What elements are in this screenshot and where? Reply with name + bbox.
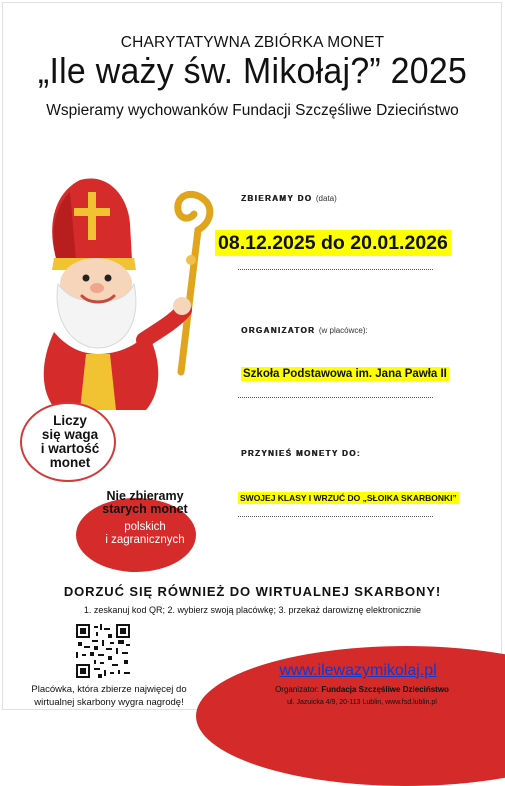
drop-label: PRZYNIEŚ MONETY DO:	[241, 449, 361, 458]
qr-code-icon[interactable]	[76, 624, 130, 678]
page-title: „Ile waży św. Mikołaj?” 2025	[37, 50, 468, 91]
organizer-credit: Organizator: Fundacja Szczęśliwe Dzieciństwo	[275, 685, 449, 694]
organizer-value: Szkoła Podstawowa im. Jana Pawła II	[243, 368, 447, 380]
virtual-cta: DORZUĆ SIĘ RÓWNIEŻ DO WIRTUALNEJ SKARBONY!	[63, 584, 442, 599]
dates-value: 08.12.2025 do 20.01.2026	[215, 230, 451, 256]
old-coins-bold: Nie zbieramy starych monet	[102, 489, 188, 516]
organizer-label: ORGANIZATOR (w placówce):	[241, 326, 368, 335]
prize-note: Placówka, która zbierze najwięcej do wirtualnej skarbony wygra nagrodę!	[31, 684, 187, 708]
dates-label: ZBIERAMY DO (data)	[241, 194, 337, 203]
dates-dotted-line	[238, 268, 433, 270]
website-link[interactable]: www.ilewazymikolaj.pl	[279, 662, 437, 679]
kicker: CHARYTATYWNA ZBIÓRKA MONET	[120, 34, 385, 51]
drop-dotted-line	[238, 515, 433, 517]
weight-bubble	[20, 402, 116, 482]
virtual-steps: 1. zeskanuj kod QR; 2. wybierz swoją placówkę; 3. przekaż darowiznę elektronicznie	[83, 605, 422, 615]
weight-line: i wartość	[40, 441, 100, 456]
weight-line: Liczy	[53, 413, 87, 428]
organizer-address: ul. Jazuicka 4/9, 20-113 Lublin, www.fsd.lublin.pl	[287, 699, 437, 706]
drop-value: SWOJEJ KLASY I WRZUĆ DO „SŁOIKA SKARBONKI”	[240, 493, 457, 503]
subtitle: Wspieramy wychowanków Fundacji Szczęśliwe Dzieciństwo	[46, 102, 459, 119]
organizer-dotted-line	[238, 396, 433, 398]
old-coins-rest: polskich i zagranicznych	[105, 521, 185, 546]
saint-nicholas-icon	[16, 172, 216, 412]
weight-line: monet	[49, 455, 91, 470]
weight-line: się waga	[41, 427, 99, 442]
